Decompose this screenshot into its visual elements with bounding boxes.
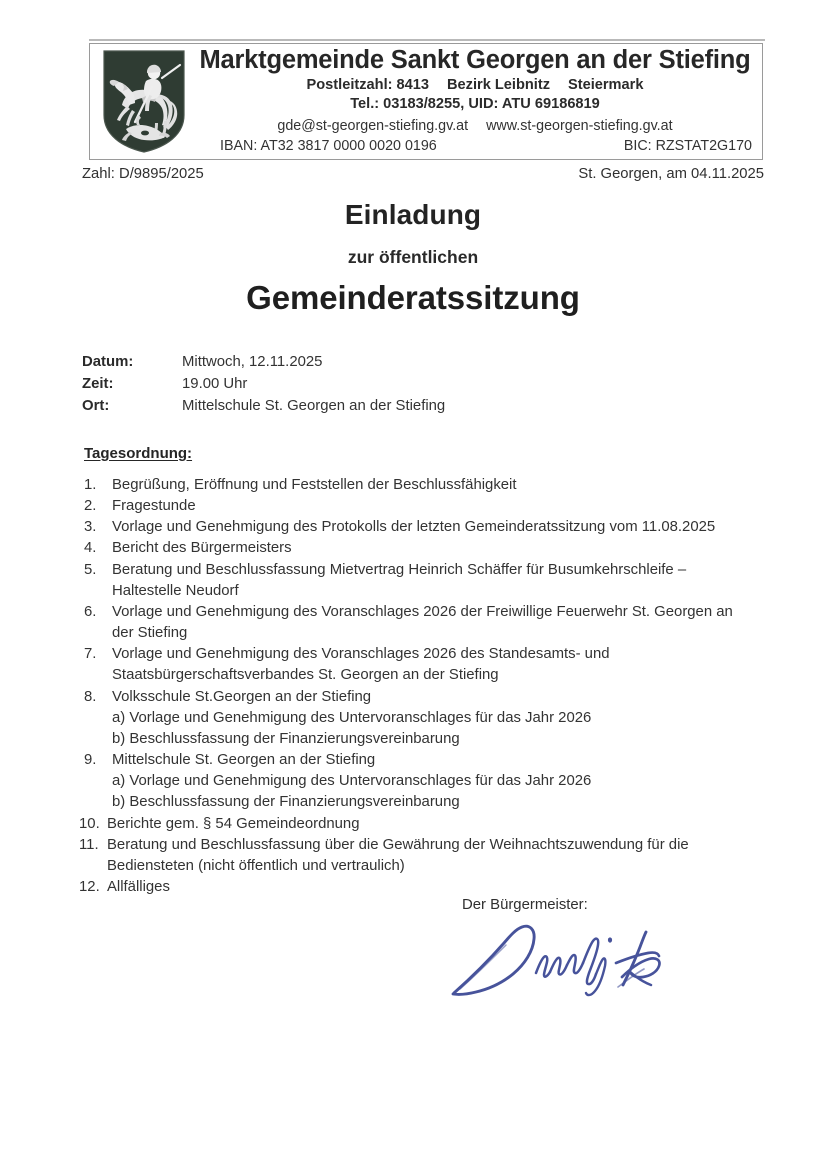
detail-value: 19.00 Uhr bbox=[182, 375, 248, 392]
agenda-item-text: Fragestunde bbox=[112, 498, 196, 515]
agenda-item-text: Beratung und Beschlussfassung über die Gewährung der Weihnachtszuwendung für die Bediensteten (nicht öffentlich und vertraulich) bbox=[107, 836, 689, 874]
page-subtitle: zur öffentlichen bbox=[347, 247, 479, 267]
agenda-item-number: 9. bbox=[84, 752, 97, 769]
meeting-details bbox=[82, 352, 445, 418]
detail-label: Zeit: bbox=[82, 375, 114, 392]
agenda-item-text: Berichte gem. § 54 Gemeindeordnung bbox=[107, 815, 360, 832]
website-url[interactable]: www.st-georgen-stiefing.gv.at bbox=[486, 117, 673, 134]
agenda-item bbox=[84, 496, 744, 517]
agenda-item-text: Beratung und Beschlussfassung Mietvertrag Heinrich Schäffer für Busumkehrschleife – Haltestelle Neudorf bbox=[112, 561, 687, 599]
agenda-item bbox=[84, 475, 744, 496]
agenda-item-title: Volksschule St.Georgen an der Stiefing bbox=[112, 688, 372, 705]
header-top-rule bbox=[89, 39, 765, 41]
meeting-type-title: Gemeinderatssitzung bbox=[246, 279, 580, 316]
signature-label: Der Bürgermeister: bbox=[462, 897, 588, 913]
detail-row-date bbox=[82, 352, 445, 374]
agenda-item-text: Bericht des Bürgermeisters bbox=[112, 540, 292, 557]
district: Bezirk Leibnitz bbox=[447, 77, 550, 94]
agenda-item-number: 4. bbox=[84, 540, 97, 557]
agenda-item-number: 10. bbox=[79, 815, 100, 832]
agenda-subitem: a) Vorlage und Genehmigung des Untervoranschlages für das Jahr 2026 bbox=[112, 773, 592, 790]
letterhead-text bbox=[194, 44, 762, 159]
letterhead-bank-line bbox=[194, 136, 756, 156]
postal-code: Postleitzahl: 8413 bbox=[306, 77, 430, 94]
agenda-item bbox=[84, 644, 744, 686]
agenda-item-text bbox=[112, 750, 744, 813]
agenda-item-number: 1. bbox=[84, 477, 97, 493]
agenda-item bbox=[84, 602, 744, 644]
agenda-item-text: Begrüßung, Eröffnung und Feststellen der Beschlussfähigkeit bbox=[112, 477, 517, 493]
crest-cell bbox=[90, 44, 194, 159]
letterhead-box bbox=[89, 43, 763, 160]
agenda-item bbox=[84, 517, 744, 538]
agenda-item-text: Vorlage und Genehmigung des Voranschlages 2026 des Standesamts- und Staatsbürgerschaftsverbandes St. Georgen an der Stiefing bbox=[112, 646, 610, 684]
letterhead-location-line bbox=[194, 76, 756, 95]
agenda-subitem: b) Beschlussfassung der Finanzierungsvereinbarung bbox=[112, 730, 460, 747]
agenda-item bbox=[84, 750, 744, 813]
file-number: Zahl: D/9895/2025 bbox=[82, 166, 204, 182]
agenda-item-number: 7. bbox=[84, 646, 97, 663]
iban: IBAN: AT32 3817 0000 0020 0196 bbox=[220, 138, 437, 155]
agenda-item-text: Vorlage und Genehmigung des Protokolls der letzten Gemeinderatssitzung vom 11.08.2025 bbox=[112, 519, 716, 536]
agenda-item-title: Mittelschule St. Georgen an der Stiefing bbox=[112, 752, 376, 769]
handwritten-signature-icon bbox=[440, 915, 670, 1010]
agenda-item bbox=[84, 538, 744, 559]
agenda-list bbox=[79, 475, 744, 898]
detail-row-location bbox=[82, 396, 445, 418]
email-address[interactable]: gde@st-georgen-stiefing.gv.at bbox=[277, 117, 469, 134]
agenda-item bbox=[79, 835, 744, 877]
agenda-heading: Tagesordnung: bbox=[84, 445, 193, 462]
agenda-item-number: 8. bbox=[84, 688, 97, 705]
agenda-item-number: 6. bbox=[84, 603, 97, 620]
bic: BIC: RZSTAT2G170 bbox=[623, 138, 752, 155]
detail-value: Mittwoch, 12.11.2025 bbox=[182, 354, 323, 370]
place-and-date: St. Georgen, am 04.11.2025 bbox=[578, 166, 764, 182]
detail-label: Ort: bbox=[82, 397, 110, 414]
reference-line bbox=[82, 166, 764, 182]
detail-label: Datum: bbox=[82, 354, 134, 370]
agenda-item-number: 3. bbox=[84, 519, 97, 536]
agenda-item bbox=[79, 877, 744, 898]
agenda-subitem: b) Beschlussfassung der Finanzierungsvereinbarung bbox=[112, 794, 460, 811]
agenda-item-number: 2. bbox=[84, 498, 97, 515]
agenda-item-number: 12. bbox=[79, 878, 100, 895]
agenda-item-text: Allfälliges bbox=[107, 878, 170, 895]
agenda-item bbox=[79, 814, 744, 835]
agenda-subitem: a) Vorlage und Genehmigung des Untervoranschlages für das Jahr 2026 bbox=[112, 709, 592, 726]
agenda-item-text bbox=[112, 687, 744, 750]
letterhead-contact-line bbox=[194, 116, 756, 137]
signature-block bbox=[440, 915, 670, 1010]
agenda-item-number: 5. bbox=[84, 561, 97, 578]
page-title: Einladung bbox=[344, 199, 482, 230]
agenda-item bbox=[84, 560, 744, 602]
detail-row-time bbox=[82, 374, 445, 396]
organization-name: Marktgemeinde Sankt Georgen an der Stiefing bbox=[199, 45, 751, 74]
agenda-item-text: Vorlage und Genehmigung des Voranschlages 2026 der Freiwillige Feuerwehr St. Georgen an der Stiefing bbox=[112, 603, 733, 642]
agenda-item bbox=[84, 687, 744, 750]
state: Steiermark bbox=[568, 77, 644, 94]
coat-of-arms-icon bbox=[102, 49, 186, 154]
letterhead-phone-uid: Tel.: 03183/8255, UID: ATU 69186819 bbox=[350, 96, 600, 113]
detail-value: Mittelschule St. Georgen an der Stiefing bbox=[182, 397, 446, 414]
agenda-item-number: 11. bbox=[79, 836, 99, 853]
